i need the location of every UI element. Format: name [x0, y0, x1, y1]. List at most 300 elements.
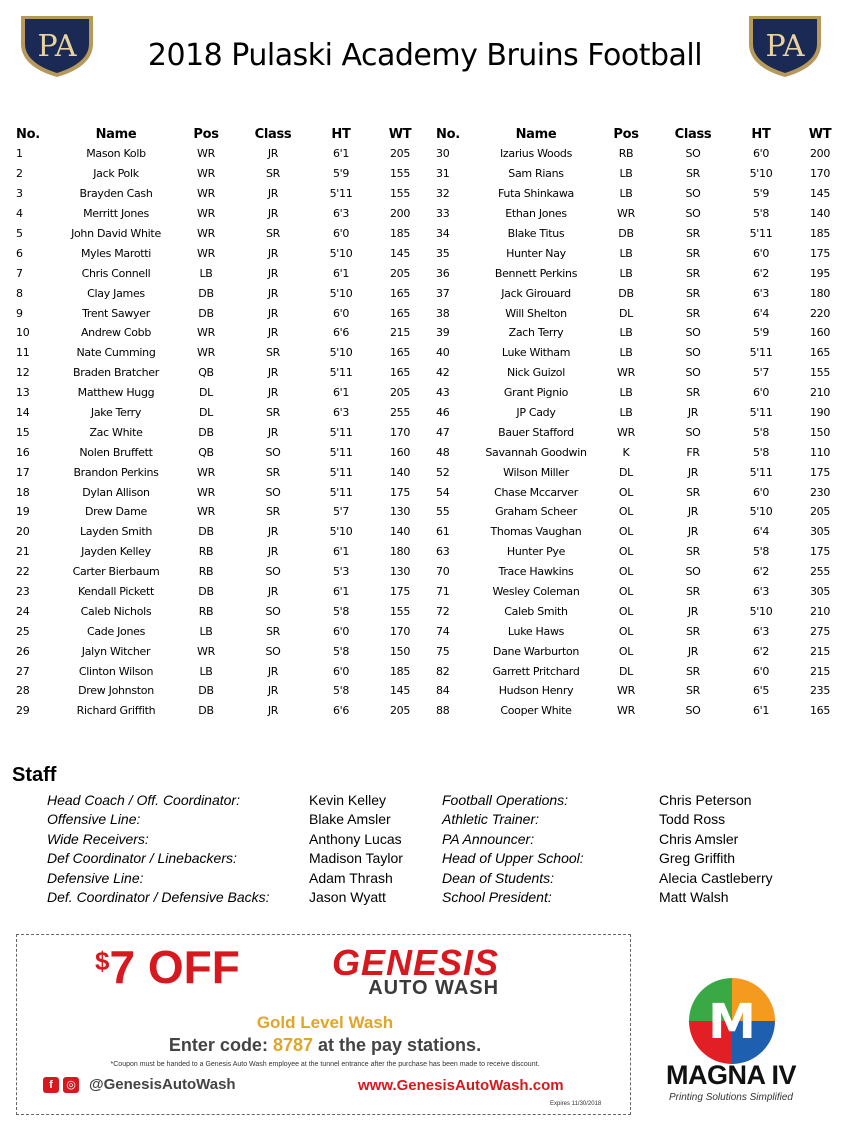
code-suffix: at the pay stations. — [318, 1035, 482, 1055]
player-position: OL — [618, 525, 634, 539]
player-class: FR — [686, 445, 700, 459]
player-class: JR — [267, 366, 279, 380]
staff-role: Football Operations: — [442, 792, 569, 808]
player-height: 6'0 — [752, 386, 770, 400]
player-class: SR — [685, 227, 701, 240]
player-class: SO — [265, 445, 281, 459]
player-position: WR — [197, 346, 215, 360]
table-row — [16, 224, 426, 244]
table-row — [436, 184, 846, 204]
table-row — [436, 522, 846, 542]
player-name: Izarius Woods — [499, 147, 573, 161]
table-row — [436, 462, 846, 482]
player-name: Will Shelton — [505, 306, 567, 320]
player-height: 5'7 — [752, 366, 770, 380]
player-position: QB — [198, 445, 214, 459]
staff-role: Athletic Trainer: — [442, 811, 539, 828]
player-number: 8 — [16, 286, 23, 300]
player-weight: 215 — [809, 664, 831, 678]
player-weight: 305 — [809, 525, 831, 539]
player-height: 5'9 — [752, 326, 770, 340]
player-height: 6'2 — [752, 266, 770, 280]
player-name: Jake Terry — [90, 406, 142, 420]
player-number: 18 — [16, 485, 30, 499]
player-position: OL — [618, 585, 634, 599]
staff-name: Chris Amsler — [659, 830, 739, 847]
player-class: JR — [267, 207, 279, 221]
player-class: SO — [685, 704, 701, 718]
player-position: DB — [198, 684, 214, 698]
genesis-website-link[interactable]: www.GenesisAutoWash.com — [358, 1077, 564, 1094]
player-position: DL — [619, 465, 633, 479]
player-position: WR — [197, 505, 215, 519]
player-height: 6'2 — [752, 644, 770, 658]
player-class: JR — [687, 525, 699, 539]
player-class: SO — [685, 147, 701, 161]
player-class: SO — [265, 485, 281, 499]
player-name: Cade Jones — [86, 624, 146, 638]
player-position: RB — [198, 604, 214, 618]
player-class: JR — [267, 266, 279, 280]
genesis-logo — [332, 944, 499, 998]
player-height: 5'8 — [752, 207, 770, 221]
player-height: 5'8 — [332, 604, 350, 618]
player-height: 6'1 — [332, 545, 350, 559]
player-height: 5'10 — [329, 246, 353, 260]
roster-table-left — [16, 124, 426, 721]
player-name: Layden Smith — [79, 525, 153, 539]
player-weight: 210 — [809, 386, 831, 400]
player-height: 6'3 — [752, 624, 770, 638]
player-number: 42 — [436, 366, 450, 380]
table-row — [16, 403, 426, 423]
table-row — [436, 482, 846, 502]
player-number: 7 — [16, 266, 23, 280]
roster-table-right — [436, 124, 846, 721]
player-name: Caleb Nichols — [80, 604, 152, 618]
table-row — [436, 283, 846, 303]
player-number: 29 — [16, 704, 30, 718]
player-position: WR — [197, 167, 215, 181]
table-row — [16, 522, 426, 542]
player-position: RB — [198, 545, 214, 559]
player-weight: 165 — [389, 346, 411, 360]
player-weight: 255 — [389, 406, 411, 420]
player-name: Drew Johnston — [78, 684, 154, 698]
table-row — [436, 303, 846, 323]
player-weight: 185 — [389, 664, 411, 678]
player-height: 5'9 — [752, 187, 770, 201]
player-weight: 145 — [389, 684, 411, 698]
player-number: 34 — [436, 227, 450, 240]
player-position: DL — [619, 306, 633, 320]
player-weight: 215 — [809, 644, 831, 658]
player-weight: 205 — [389, 386, 411, 400]
player-name: Clinton Wilson — [78, 664, 154, 678]
table-row — [436, 323, 846, 343]
player-position: WR — [197, 485, 215, 499]
table-row — [436, 601, 846, 621]
player-class: JR — [267, 545, 279, 559]
player-weight: 170 — [389, 624, 411, 638]
player-height: 6'6 — [332, 326, 350, 340]
player-name: Clay James — [87, 286, 145, 300]
player-weight: 175 — [809, 465, 831, 479]
player-position: DL — [619, 664, 633, 678]
player-class: JR — [687, 465, 699, 479]
player-name: Wesley Coleman — [492, 585, 580, 599]
player-number: 4 — [16, 207, 23, 221]
player-class: SR — [265, 167, 281, 181]
player-weight: 305 — [809, 585, 831, 599]
player-position: LB — [199, 664, 213, 678]
player-weight: 160 — [389, 445, 411, 459]
player-position: DL — [199, 406, 213, 420]
player-name: Andrew Cobb — [80, 326, 152, 340]
player-position: LB — [619, 346, 633, 360]
player-height: 6'3 — [752, 286, 770, 300]
player-number: 32 — [436, 187, 450, 201]
player-height: 5'8 — [752, 425, 770, 439]
table-row — [16, 343, 426, 363]
player-weight: 200 — [389, 207, 411, 221]
roster-header-row — [436, 124, 846, 144]
player-name: Bennett Perkins — [494, 266, 578, 280]
player-class: JR — [267, 425, 279, 439]
staff-roles-col2 — [442, 791, 584, 907]
table-row — [16, 383, 426, 403]
player-class: SR — [685, 624, 701, 638]
player-weight: 140 — [389, 525, 411, 539]
player-number: 11 — [16, 346, 30, 360]
player-weight: 205 — [389, 266, 411, 280]
player-name: Matthew Hugg — [77, 386, 155, 400]
coupon-code: 8787 — [272, 1035, 314, 1055]
player-weight: 165 — [809, 346, 831, 360]
staff-role: Wide Receivers: — [47, 830, 149, 847]
player-height: 5'11 — [329, 465, 353, 479]
player-number: 40 — [436, 346, 450, 360]
player-number: 9 — [16, 306, 23, 320]
coupon-code-line — [0, 1035, 650, 1056]
instagram-icon[interactable]: ◎ — [63, 1077, 79, 1093]
player-name: Wilson Miller — [503, 465, 569, 479]
player-weight: 155 — [389, 604, 411, 618]
player-height: 5'10 — [329, 286, 353, 300]
player-name: Futa Shinkawa — [498, 187, 574, 201]
player-class: SR — [685, 246, 701, 260]
table-row — [436, 681, 846, 701]
player-class: JR — [267, 246, 279, 260]
table-row — [436, 164, 846, 184]
player-height: 6'0 — [332, 306, 350, 320]
player-position: LB — [619, 266, 633, 280]
player-number: 63 — [436, 545, 450, 559]
player-height: 6'4 — [752, 306, 770, 320]
player-height: 5'11 — [749, 465, 773, 479]
player-height: 6'3 — [332, 207, 350, 221]
player-weight: 130 — [389, 565, 411, 579]
player-position: LB — [619, 246, 633, 260]
table-row — [16, 701, 426, 721]
player-name: Jalyn Witcher — [81, 644, 151, 658]
player-name: Zac White — [89, 425, 143, 439]
player-position: WR — [197, 187, 215, 201]
player-height: 6'6 — [332, 704, 350, 718]
table-row — [16, 562, 426, 582]
staff-role: Head Coach / Off. Coordinator: — [47, 792, 240, 808]
table-row — [436, 204, 846, 224]
table-row — [16, 582, 426, 602]
staff-name: Kevin Kelley — [309, 792, 387, 808]
player-number: 47 — [436, 425, 450, 439]
magna-iv-logo — [683, 976, 781, 1066]
player-number: 35 — [436, 246, 450, 260]
player-position: DB — [198, 306, 214, 320]
player-class: SR — [685, 167, 701, 181]
col-header-ht: HT — [331, 126, 351, 142]
player-number: 23 — [16, 585, 30, 599]
player-position: WR — [197, 246, 215, 260]
player-position: WR — [197, 326, 215, 340]
player-height: 5'11 — [749, 406, 773, 420]
player-weight: 215 — [389, 326, 411, 340]
staff-name: Adam Thrash — [309, 869, 393, 886]
player-class: SO — [265, 604, 281, 618]
player-number: 37 — [436, 286, 450, 300]
staff-names-col1 — [309, 791, 403, 907]
player-weight: 145 — [389, 246, 411, 260]
player-number: 39 — [436, 326, 450, 340]
player-class: SR — [265, 406, 281, 420]
table-row — [436, 502, 846, 522]
table-row — [16, 363, 426, 383]
player-class: JR — [687, 505, 699, 519]
table-row — [16, 601, 426, 621]
player-number: 26 — [16, 644, 30, 658]
player-number: 12 — [16, 366, 30, 380]
player-height: 6'5 — [752, 684, 770, 698]
table-row — [16, 681, 426, 701]
table-row — [436, 422, 846, 442]
player-class: SO — [265, 565, 281, 579]
staff-role: Dean of Students: — [442, 869, 555, 886]
wash-level: Gold Level Wash — [256, 1013, 394, 1032]
table-row — [16, 442, 426, 462]
player-number: 13 — [16, 386, 30, 400]
player-height: 5'11 — [329, 366, 353, 380]
code-prefix: Enter code: — [168, 1035, 268, 1055]
player-height: 5'8 — [332, 644, 350, 658]
player-position: DB — [618, 227, 634, 240]
player-height: 5'10 — [329, 346, 353, 360]
player-number: 54 — [436, 485, 450, 499]
player-class: SR — [265, 624, 281, 638]
social-links — [43, 1076, 236, 1093]
player-class: SO — [685, 207, 701, 221]
table-row — [16, 482, 426, 502]
coupon-fine-print: *Coupon must be handed to a Genesis Auto Wash employee at the tunnel entrance after the purchase has been made to receive discount. — [110, 1061, 540, 1068]
player-number: 46 — [436, 406, 450, 420]
table-row — [436, 641, 846, 661]
player-weight: 190 — [809, 406, 831, 420]
player-position: LB — [199, 266, 213, 280]
player-height: 6'1 — [332, 386, 350, 400]
player-number: 48 — [436, 445, 450, 459]
table-row — [436, 363, 846, 383]
player-weight: 235 — [809, 684, 831, 698]
player-position: DB — [618, 286, 634, 300]
staff-name: Matt Walsh — [659, 889, 729, 906]
staff-role: School President: — [442, 889, 552, 906]
player-class: SO — [685, 326, 701, 340]
player-name: Nolen Bruffett — [79, 445, 153, 459]
player-name: Nate Cumming — [76, 346, 156, 360]
player-position: LB — [199, 624, 213, 638]
player-height: 6'1 — [332, 147, 350, 161]
player-class: SR — [685, 684, 701, 698]
staff-name: Jason Wyatt — [309, 889, 386, 906]
player-number: 25 — [16, 624, 30, 638]
player-position: WR — [197, 207, 215, 221]
genesis-brand-sub: AUTO WASH — [368, 977, 500, 999]
staff-role: Def Coordinator / Linebackers: — [47, 850, 237, 867]
player-number: 55 — [436, 505, 450, 519]
player-class: JR — [267, 704, 279, 718]
player-name: Myles Marotti — [80, 246, 152, 260]
player-height: 5'11 — [329, 485, 353, 499]
staff-role: Head of Upper School: — [442, 850, 584, 867]
player-name: Grant Pignio — [503, 386, 569, 400]
svg-text:PA: PA — [37, 29, 77, 64]
table-row — [16, 144, 426, 164]
player-height: 6'1 — [752, 704, 770, 718]
player-position: DB — [198, 425, 214, 439]
player-height: 5'11 — [329, 425, 353, 439]
table-row — [16, 323, 426, 343]
player-number: 21 — [16, 545, 30, 559]
player-name: Savannah Goodwin — [485, 445, 587, 459]
player-position: DB — [198, 585, 214, 599]
player-class: JR — [267, 306, 279, 320]
player-height: 5'3 — [332, 565, 350, 579]
player-number: 3 — [16, 187, 23, 201]
player-number: 20 — [16, 525, 30, 539]
player-number: 71 — [436, 585, 450, 599]
player-class: SO — [685, 187, 701, 201]
player-name: Cooper White — [500, 704, 572, 718]
player-name: Hudson Henry — [498, 684, 574, 698]
player-weight: 210 — [809, 604, 831, 618]
player-class: SO — [685, 366, 701, 380]
player-name: Hunter Nay — [506, 246, 566, 260]
table-row — [436, 383, 846, 403]
player-position: WR — [197, 644, 215, 658]
player-class: JR — [267, 147, 279, 161]
player-height: 6'0 — [752, 664, 770, 678]
player-height: 6'0 — [752, 147, 770, 161]
staff-name: Greg Griffith — [659, 850, 735, 867]
player-name: Ethan Jones — [505, 207, 567, 221]
player-name: Carter Bierbaum — [72, 565, 160, 579]
col-header-name: Name — [515, 126, 557, 142]
player-number: 72 — [436, 604, 450, 618]
table-row — [16, 184, 426, 204]
player-name: Blake Titus — [507, 227, 565, 240]
player-class: SO — [685, 346, 701, 360]
player-height: 5'8 — [752, 545, 770, 559]
player-weight: 165 — [389, 286, 411, 300]
staff-heading: Staff — [12, 764, 57, 786]
table-row — [16, 283, 426, 303]
table-row — [16, 243, 426, 263]
genesis-brand-name: GENESIS — [332, 942, 500, 983]
player-name: Sam Rians — [508, 167, 564, 181]
player-number: 38 — [436, 306, 450, 320]
col-header-no: No. — [16, 126, 40, 142]
player-position: OL — [618, 505, 634, 519]
player-name: Drew Dame — [84, 505, 147, 519]
coupon-expiration: Expires 11/30/2018 — [550, 1101, 602, 1107]
player-position: K — [622, 445, 630, 459]
player-class: JR — [687, 604, 699, 618]
player-weight: 230 — [809, 485, 831, 499]
player-weight: 185 — [389, 227, 411, 240]
player-position: LB — [619, 406, 633, 420]
staff-roles-col1 — [47, 791, 270, 907]
staff-name: Blake Amsler — [309, 811, 391, 828]
col-header-pos: Pos — [613, 126, 639, 142]
page-title: 2018 Pulaski Academy Bruins Football — [147, 38, 703, 73]
player-class: JR — [267, 326, 279, 340]
player-weight: 150 — [389, 644, 411, 658]
player-name: Trent Sawyer — [82, 306, 150, 320]
player-weight: 180 — [389, 545, 411, 559]
player-name: Chase Mccarver — [494, 485, 578, 499]
player-class: SR — [685, 585, 701, 599]
player-weight: 145 — [809, 187, 831, 201]
player-number: 88 — [436, 704, 450, 718]
player-name: Kendall Pickett — [77, 585, 155, 599]
player-number: 14 — [16, 406, 30, 420]
player-weight: 175 — [389, 485, 411, 499]
player-name: Nick Guizol — [506, 366, 565, 380]
table-row — [16, 502, 426, 522]
player-position: OL — [618, 545, 634, 559]
player-name: Richard Griffith — [76, 704, 156, 718]
player-height: 5'10 — [749, 604, 773, 618]
player-number: 10 — [16, 326, 30, 340]
player-height: 6'0 — [752, 246, 770, 260]
player-position: LB — [619, 386, 633, 400]
staff-names-col2 — [659, 791, 773, 907]
player-class: SR — [265, 346, 281, 360]
player-number: 31 — [436, 167, 450, 181]
col-header-class: Class — [254, 126, 292, 142]
player-weight: 155 — [809, 366, 831, 380]
player-weight: 220 — [809, 306, 831, 320]
table-row — [16, 204, 426, 224]
table-row — [436, 621, 846, 641]
player-class: SR — [265, 465, 281, 479]
table-row — [16, 661, 426, 681]
player-position: DB — [198, 525, 214, 539]
player-position: DL — [199, 386, 213, 400]
player-class: SR — [685, 286, 701, 300]
table-row — [436, 542, 846, 562]
player-weight: 175 — [809, 545, 831, 559]
facebook-icon[interactable]: f — [43, 1077, 59, 1093]
